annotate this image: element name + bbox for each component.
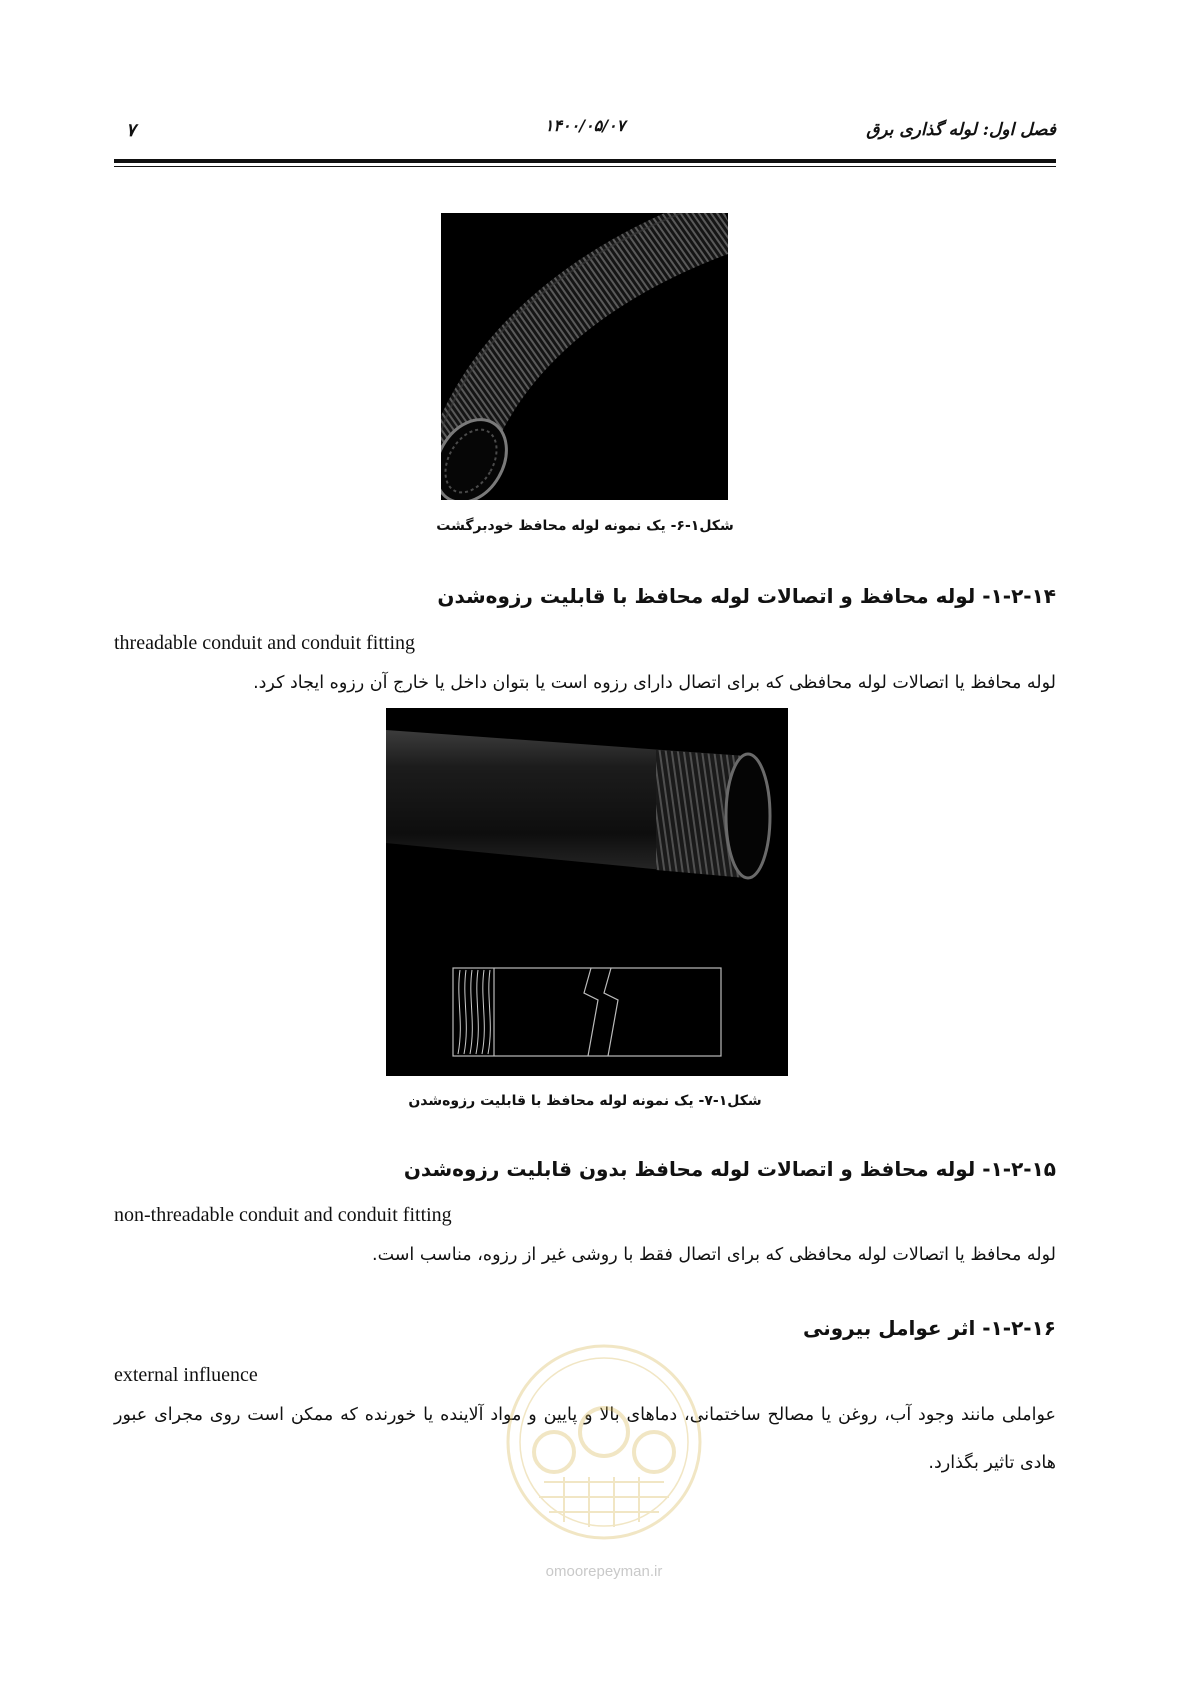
- figure-caption-2: شکل۱-۷- یک نمونه لوله محافظ با قابلیت رزوه‌شدن: [408, 1093, 762, 1109]
- figure-caption-1: شکل۱-۶- یک نمونه لوله محافظ خودبرگشت: [436, 518, 734, 534]
- section-heading-16: ۱-۲-۱۶- اثر عوامل بیرونی: [802, 1316, 1056, 1340]
- header-date: ۱۴۰۰/۰۵/۰۷: [544, 116, 626, 135]
- section-text-14: لوله محافظ یا اتصالات لوله محافظی که برای اتصال دارای رزوه است یا بتوان داخل یا خارج آن رزوه ایجاد کرد.: [253, 673, 1056, 693]
- section-text-15: لوله محافظ یا اتصالات لوله محافظی که برای اتصال فقط با روشی غیر از رزوه، مناسب است.: [372, 1245, 1056, 1265]
- watermark-url: omoorepeyman.ir: [545, 1563, 663, 1580]
- section-text-16: عواملی مانند وجود آب، روغن یا مصالح ساختمانی، دماهای بالا و پایین و مواد آلاینده یا خورنده که ممکن است روی مجرای عبور هادی تاثیر بگذارد.: [114, 1405, 1056, 1473]
- section-term-16: external influence: [114, 1364, 258, 1386]
- chapter-title: فصل اول: لوله گذاری برق: [866, 120, 1056, 140]
- header-rule-thin: [114, 166, 1056, 167]
- page-header: [114, 112, 1056, 152]
- figure-threaded-conduit-image: [386, 708, 788, 1076]
- page-number: ۷: [126, 120, 136, 141]
- figure-corrugated-conduit-image: [441, 213, 728, 500]
- header-rule-thick: [114, 159, 1056, 163]
- section-heading-15: ۱-۲-۱۵- لوله محافظ و اتصالات لوله محافظ بدون قابلیت رزوه‌شدن: [403, 1157, 1056, 1181]
- section-term-15: non-threadable conduit and conduit fitting: [114, 1204, 452, 1226]
- section-term-14: threadable conduit and conduit fitting: [114, 632, 416, 654]
- section-heading-14: ۱-۲-۱۴- لوله محافظ و اتصالات لوله محافظ با قابلیت رزوه‌شدن: [437, 584, 1056, 608]
- watermark-logo: [494, 1332, 714, 1562]
